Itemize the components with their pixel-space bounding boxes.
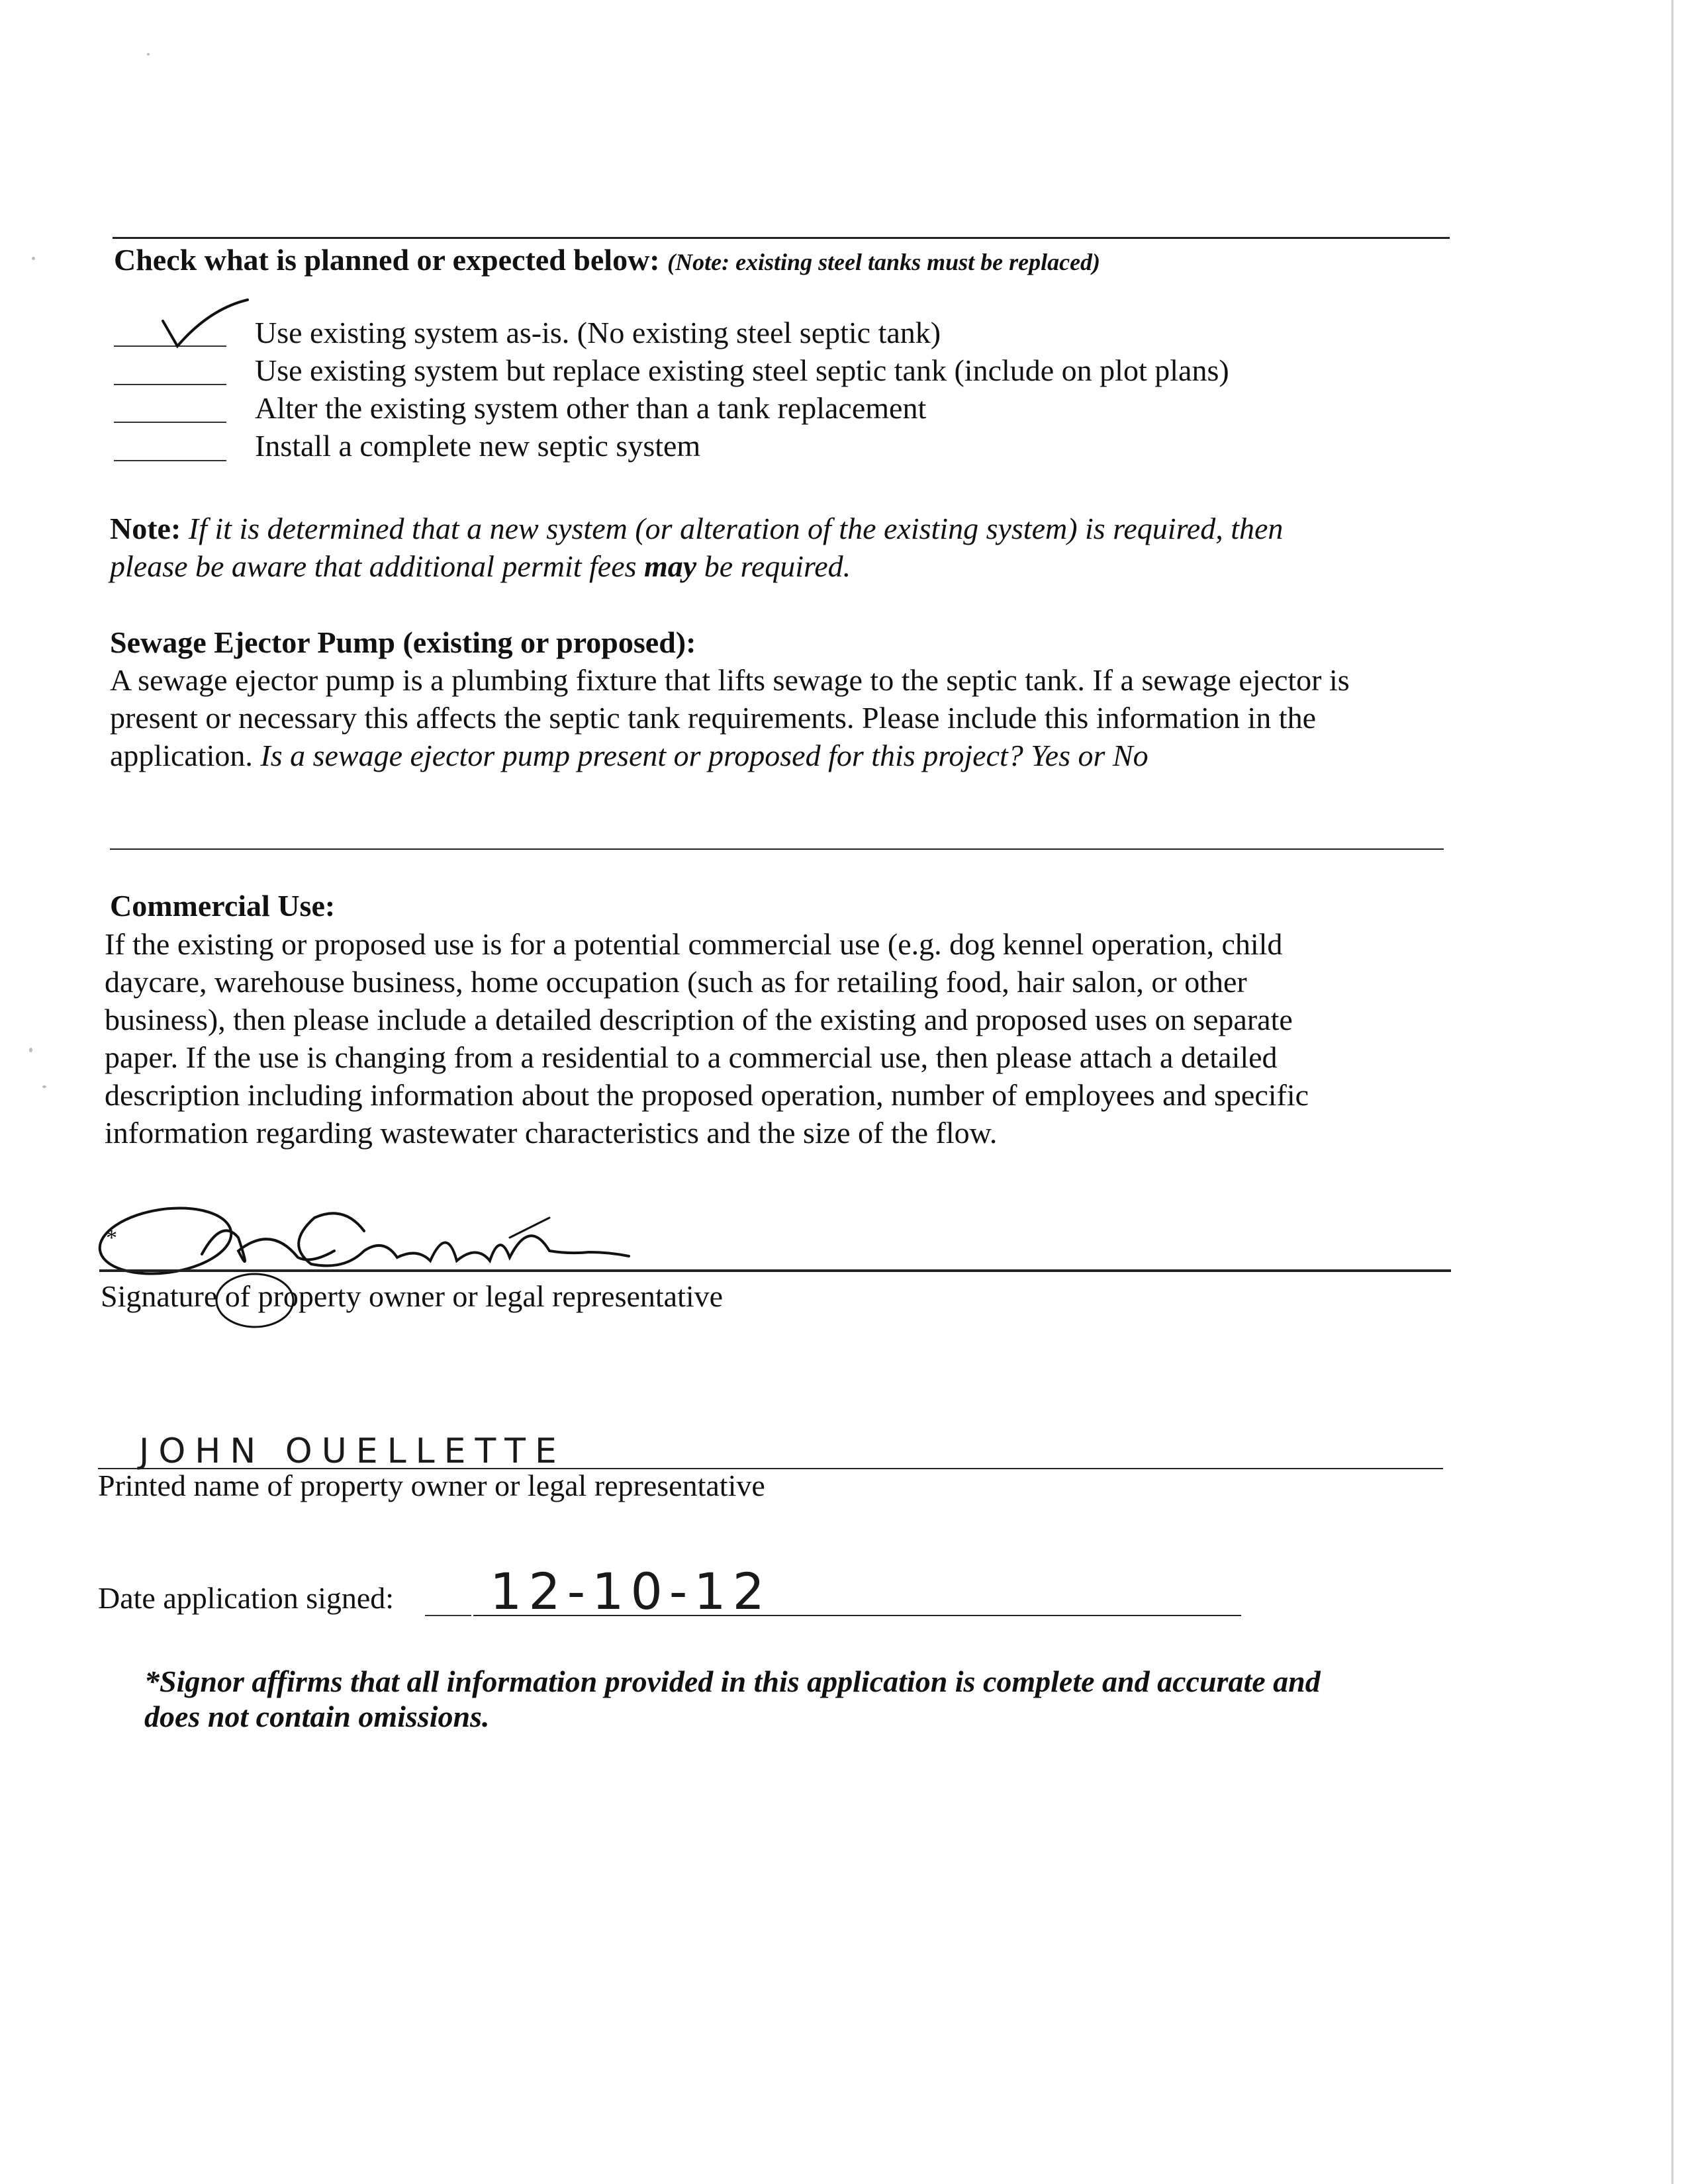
note-text-1: If it is determined that a new system (or alteration of the existing system) is required, then bbox=[188, 512, 1284, 545]
top-rule bbox=[113, 237, 1450, 239]
note-line-1 bbox=[110, 510, 1283, 548]
signature-caption: Signature of property owner or legal representative bbox=[101, 1279, 724, 1313]
scan-speck bbox=[42, 1085, 46, 1088]
option-4-label: Install a complete new septic system bbox=[255, 429, 701, 463]
signature-asterisk: * bbox=[106, 1226, 117, 1250]
date-line[interactable] bbox=[473, 1615, 1241, 1616]
ejector-line-1: A sewage ejector pump is a plumbing fixture that lifts sewage to the septic tank. If a sewage ejector is bbox=[110, 663, 1350, 697]
planned-note: (Note: existing steel tanks must be replaced) bbox=[667, 249, 1101, 275]
affirmation-line-2: does not contain omissions. bbox=[144, 1700, 490, 1733]
note-line-2 bbox=[110, 547, 851, 586]
ejector-line-3 bbox=[110, 737, 1149, 774]
option-2-blank[interactable] bbox=[114, 384, 226, 385]
ejector-heading: Sewage Ejector Pump (existing or proposed): bbox=[110, 625, 696, 659]
note-text-may: may bbox=[644, 549, 697, 583]
affirmation-line-1: *Signor affirms that all information provided in this application is complete and accurate and bbox=[144, 1664, 1321, 1698]
note-text-2c: be required. bbox=[696, 549, 851, 583]
scan-speck bbox=[147, 53, 150, 56]
scan-edge bbox=[1671, 0, 1673, 2184]
signature-line[interactable] bbox=[99, 1269, 1451, 1272]
ejector-line-2: present or necessary this affects the septic tank requirements. Please include this information in the bbox=[110, 701, 1316, 735]
date-label: Date application signed: bbox=[98, 1581, 395, 1615]
handwritten-signature bbox=[86, 1178, 801, 1350]
ejector-answer-line[interactable] bbox=[110, 848, 1444, 850]
commercial-line: description including information about the proposed operation, number of employees and specific bbox=[105, 1078, 1309, 1112]
ejector-question: Is a sewage ejector pump present or proposed for this project? Yes or No bbox=[260, 739, 1149, 772]
scan-speck bbox=[32, 257, 35, 260]
commercial-line: information regarding wastewater characteristics and the size of the flow. bbox=[105, 1116, 998, 1150]
date-blank-lead bbox=[425, 1615, 471, 1616]
commercial-line: business), then please include a detailed description of the existing and proposed uses on separate bbox=[105, 1003, 1293, 1036]
check-mark-icon bbox=[150, 295, 262, 354]
commercial-line: If the existing or proposed use is for a potential commercial use (e.g. dog kennel operation, child bbox=[105, 927, 1283, 961]
date-value: 12-10-12 bbox=[490, 1562, 771, 1621]
printed-name-value: JOHN OUELLETTE bbox=[139, 1432, 566, 1471]
option-4-blank[interactable] bbox=[114, 460, 226, 461]
planned-heading-row bbox=[114, 241, 1100, 281]
option-2-label: Use existing system but replace existing steel septic tank (include on plot plans) bbox=[255, 353, 1229, 387]
commercial-line: paper. If the use is changing from a residential to a commercial use, then please attach a detailed bbox=[105, 1040, 1278, 1074]
commercial-line: daycare, warehouse business, home occupation (such as for retailing food, hair salon, or other bbox=[105, 965, 1247, 999]
note-text-2a: please be aware that additional permit fees bbox=[110, 549, 645, 583]
note-label: Note: bbox=[110, 512, 181, 545]
ejector-line-3a: application. bbox=[110, 739, 261, 772]
scan-speck bbox=[29, 1048, 32, 1052]
option-3-label: Alter the existing system other than a tank replacement bbox=[255, 391, 927, 425]
planned-heading: Check what is planned or expected below: bbox=[114, 243, 660, 277]
printed-name-caption: Printed name of property owner or legal representative bbox=[98, 1469, 765, 1502]
option-1-label: Use existing system as-is. (No existing steel septic tank) bbox=[255, 316, 941, 349]
option-3-blank[interactable] bbox=[114, 422, 226, 423]
commercial-heading: Commercial Use: bbox=[110, 889, 336, 923]
